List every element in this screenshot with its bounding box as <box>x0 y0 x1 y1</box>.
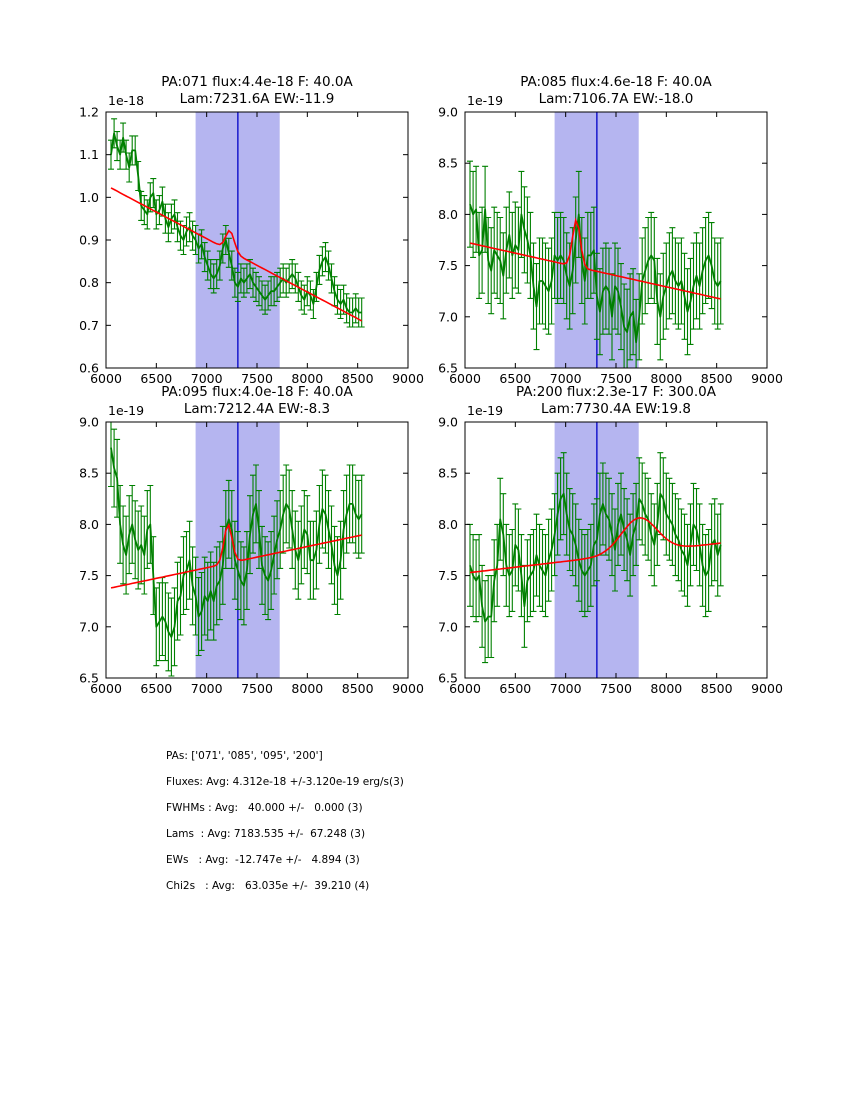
y-tick-label: 6.5 <box>438 670 458 686</box>
y-tick-label: 9.0 <box>438 414 458 430</box>
y-tick-label: 8.5 <box>79 465 99 481</box>
x-tick-label: 7500 <box>241 371 273 386</box>
x-tick-label: 7500 <box>600 371 632 386</box>
y-tick-label: 8.0 <box>438 206 458 222</box>
panel-title-line2: Lam:7730.4A EW:19.8 <box>541 401 691 417</box>
y-tick-label: 7.0 <box>79 619 99 635</box>
spectrum-panel-2 <box>438 74 783 386</box>
y-tick-label: 7.0 <box>438 619 458 635</box>
x-tick-label: 6500 <box>140 371 173 386</box>
y-tick-label: 0.9 <box>79 232 99 248</box>
y-tick-label: 1.0 <box>79 189 99 205</box>
y-tick-label: 9.0 <box>79 414 99 430</box>
y-axis-offset-label: 1e-19 <box>467 403 504 418</box>
x-tick-label: 7500 <box>600 681 632 696</box>
panel-title-line1: PA:200 flux:2.3e-17 F: 300.0A <box>515 384 717 400</box>
x-tick-label: 6000 <box>90 371 122 386</box>
summary-line-pas: PAs: ['071', '085', '095', '200'] <box>166 750 323 762</box>
x-tick-label: 8000 <box>291 681 324 696</box>
spectrum-panel-1 <box>79 74 424 386</box>
summary-line-fwhms: FWHMs : Avg: 40.000 +/- 0.000 (3) <box>166 802 363 814</box>
panel-title-line2: Lam:7106.7A EW:-18.0 <box>538 91 694 107</box>
x-tick-label: 8000 <box>650 681 683 696</box>
summary-line-lams: Lams : Avg: 7183.535 +/- 67.248 (3) <box>166 828 366 840</box>
x-tick-label: 9000 <box>392 371 424 386</box>
x-tick-label: 6500 <box>140 681 173 696</box>
y-tick-label: 7.5 <box>438 258 458 274</box>
y-tick-label: 6.5 <box>438 360 458 376</box>
x-tick-label: 6000 <box>449 681 481 696</box>
x-tick-label: 8000 <box>650 371 683 386</box>
y-tick-label: 0.6 <box>79 360 99 376</box>
summary-line-fluxes: Fluxes: Avg: 4.312e-18 +/-3.120e-19 erg/s(3) <box>166 776 404 788</box>
x-tick-label: 7000 <box>549 371 582 386</box>
x-tick-label: 8500 <box>700 371 733 386</box>
x-tick-label: 7000 <box>549 681 582 696</box>
spectrum-panel-3 <box>79 384 424 696</box>
x-tick-label: 7000 <box>190 371 223 386</box>
summary-line-ews: EWs : Avg: -12.747e +/- 4.894 (3) <box>166 854 360 866</box>
y-tick-label: 8.5 <box>438 155 458 171</box>
y-tick-label: 8.0 <box>79 516 99 532</box>
x-tick-label: 6500 <box>499 681 532 696</box>
y-tick-label: 7.5 <box>438 568 458 584</box>
y-tick-label: 7.5 <box>79 568 99 584</box>
x-tick-label: 8000 <box>291 371 324 386</box>
x-tick-label: 8500 <box>700 681 733 696</box>
x-tick-label: 9000 <box>751 681 783 696</box>
x-tick-label: 9000 <box>392 681 424 696</box>
y-tick-label: 8.0 <box>438 516 458 532</box>
y-axis-offset-label: 1e-19 <box>108 403 145 418</box>
y-tick-label: 1.1 <box>79 147 99 163</box>
x-tick-label: 7500 <box>241 681 273 696</box>
y-tick-label: 0.8 <box>79 275 99 291</box>
y-tick-label: 1.2 <box>79 104 99 120</box>
panel-title-line1: PA:095 flux:4.0e-18 F: 40.0A <box>161 384 353 400</box>
x-tick-label: 6500 <box>499 371 532 386</box>
y-tick-label: 7.0 <box>438 309 458 325</box>
panel-title-line2: Lam:7212.4A EW:-8.3 <box>183 401 331 417</box>
spectrum-panel-4 <box>438 384 783 696</box>
panel-title-line1: PA:071 flux:4.4e-18 F: 40.0A <box>161 74 353 90</box>
panel-title-line2: Lam:7231.6A EW:-11.9 <box>179 91 335 107</box>
x-tick-label: 6000 <box>90 681 122 696</box>
y-tick-label: 8.5 <box>438 465 458 481</box>
y-axis-offset-label: 1e-18 <box>108 93 145 108</box>
x-tick-label: 8500 <box>341 371 374 386</box>
x-tick-label: 8500 <box>341 681 374 696</box>
x-tick-label: 7000 <box>190 681 223 696</box>
fit-summary-block <box>166 743 404 899</box>
panel-title-line1: PA:085 flux:4.6e-18 F: 40.0A <box>520 74 712 90</box>
y-tick-label: 9.0 <box>438 104 458 120</box>
summary-line-chi2s: Chi2s : Avg: 63.035e +/- 39.210 (4) <box>166 880 370 892</box>
y-tick-label: 0.7 <box>79 317 99 333</box>
x-tick-label: 6000 <box>449 371 481 386</box>
x-tick-label: 9000 <box>751 371 783 386</box>
y-tick-label: 6.5 <box>79 670 99 686</box>
y-axis-offset-label: 1e-19 <box>467 93 504 108</box>
